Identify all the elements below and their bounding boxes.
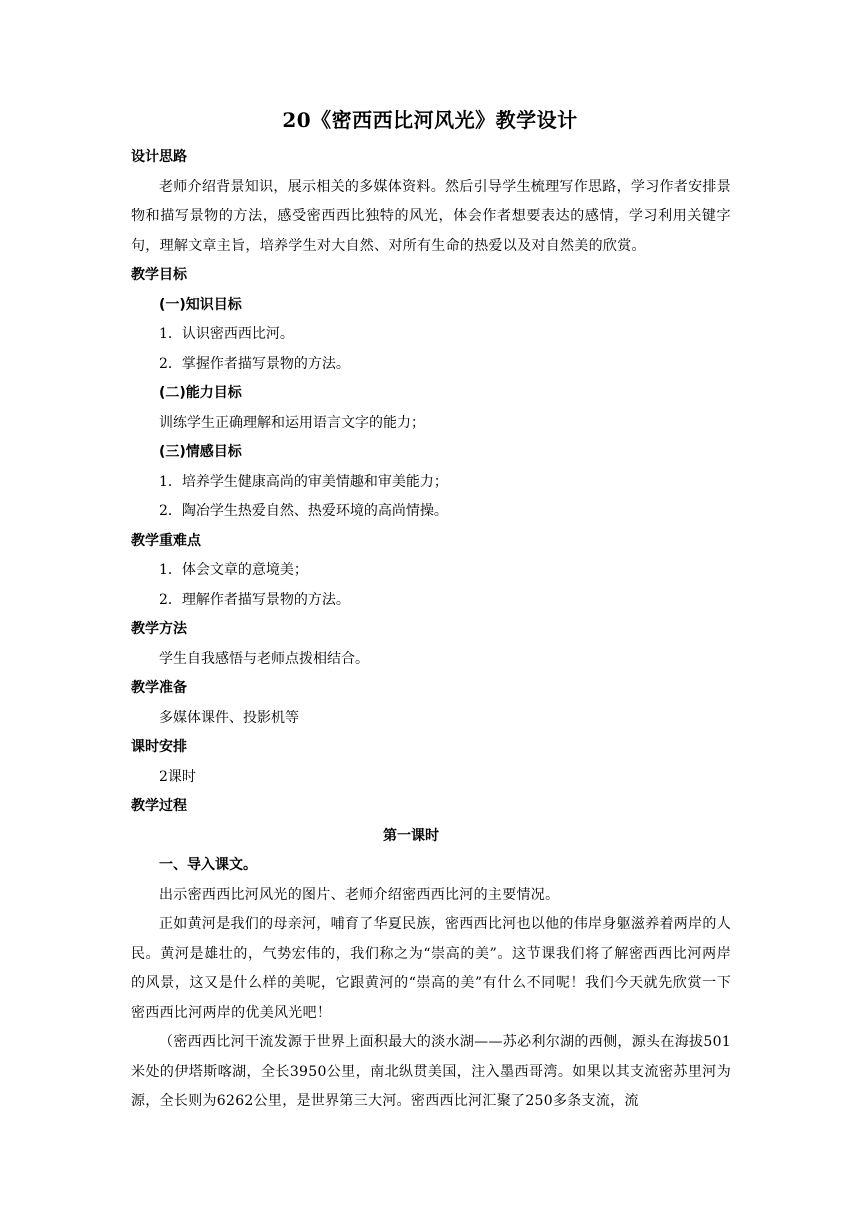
document-body (131, 143, 731, 1117)
list-item: 1．培养学生健康高尚的审美情趣和审美能力； (159, 473, 448, 490)
section-heading-prep: 教学准备 (131, 680, 187, 696)
subheading-knowledge: (一)知识目标 (159, 296, 242, 313)
section-heading-design: 设计思路 (131, 149, 187, 165)
lesson-heading: 第一课时 (383, 827, 439, 844)
step-heading: 一、导入课文。 (159, 857, 257, 873)
list-item: 2．掌握作者描写景物的方法。 (159, 355, 350, 372)
document-title: 20《密西西比河风光》教学设计 (282, 108, 578, 132)
design-paragraph: 老师介绍背景知识，展示相关的多媒体资料。然后引导学生梳理写作思路，学习作者安排景物和描写景物的方法，感受密西西比独特的风光，体会作者想要表达的感情，学习利用关键字句，理解文章主旨，培养学生对大自然、对所有生命的热爱以及对自然美的欣赏。 (131, 178, 731, 254)
prep-text: 多媒体课件、投影机等 (159, 709, 299, 726)
section-heading-key-points: 教学重难点 (131, 532, 201, 549)
method-text: 学生自我感悟与老师点拨相结合。 (159, 650, 369, 667)
process-paragraph: 出示密西西比河风光的图片、老师介绍密西西比河的主要情况。 (159, 886, 560, 903)
list-item: 1．体会文章的意境美； (159, 562, 308, 578)
ability-text: 训练学生正确理解和运用语言文字的能力； (159, 414, 425, 431)
process-paragraph: （密西西比河干流发源于世界上面积最大的淡水湖——苏必利尔湖的西侧，源头在海拔501米处的伊塔斯喀湖，全长3950公里，南北纵贯美国，注入墨西哥湾。如果以其支流密苏里河为源，全长则为6262公里，是世界第三大河。密西西比河汇聚了250多条支流，流 (131, 1034, 731, 1109)
list-item: 2．理解作者描写景物的方法。 (159, 591, 350, 608)
section-heading-goals: 教学目标 (131, 267, 187, 283)
subheading-emotion: (三)情感目标 (159, 444, 242, 460)
section-heading-method: 教学方法 (131, 621, 187, 637)
process-paragraph: 正如黄河是我们的母亲河，哺育了华夏民族，密西西比河也以他的伟岸身躯滋养着两岸的人民。黄河是雄壮的，气势宏伟的，我们称之为“崇高的美”。这节课我们将了解密西西比河两岸的风景，这又是什么样的美呢，它跟黄河的“崇高的美”有什么不同呢！我们今天就先欣赏一下密西西比河两岸的优美风光吧！ (131, 916, 731, 1021)
schedule-text: 2课时 (159, 768, 196, 785)
section-heading-process: 教学过程 (131, 798, 187, 814)
section-heading-schedule: 课时安排 (131, 739, 187, 755)
subheading-ability: (二)能力目标 (159, 385, 242, 401)
list-item: 1．认识密西西比河。 (159, 326, 294, 342)
list-item: 2．陶冶学生热爱自然、热爱环境的高尚情操。 (159, 503, 448, 519)
